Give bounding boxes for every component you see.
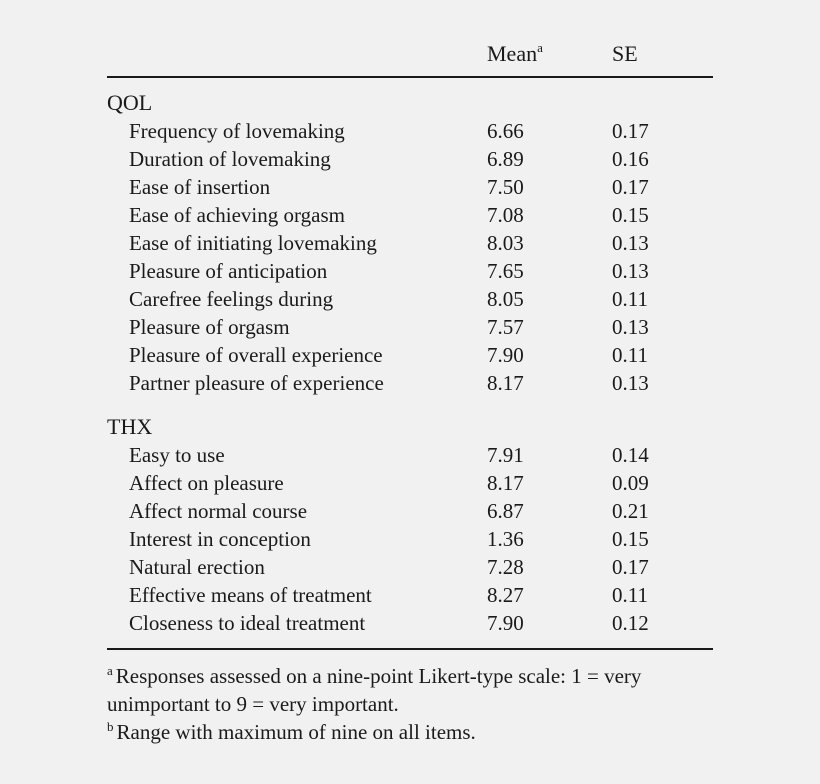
table-row	[107, 313, 713, 341]
row-mean: 8.17	[487, 471, 524, 495]
table-row	[107, 441, 713, 469]
table-row	[107, 497, 713, 525]
header-se: SE	[612, 41, 638, 66]
footnote-a-mark: a	[107, 663, 113, 678]
table-row	[107, 285, 713, 313]
row-label: Easy to use	[129, 443, 225, 467]
group-title-qol: QOL	[107, 90, 153, 115]
table-row	[107, 145, 713, 173]
row-se: 0.13	[612, 315, 649, 339]
row-mean: 7.57	[487, 315, 524, 339]
row-se: 0.17	[612, 119, 649, 143]
footnote-b-line-1	[107, 718, 713, 746]
footnotes	[107, 662, 713, 746]
table-row	[107, 341, 713, 369]
row-mean: 7.90	[487, 611, 524, 635]
top-rule	[107, 76, 713, 78]
table-row	[107, 257, 713, 285]
footnote-a-line-1	[107, 662, 713, 690]
row-label: Closeness to ideal treatment	[129, 611, 366, 635]
row-se: 0.17	[612, 555, 649, 579]
footnote-a-text-1: Responses assessed on a nine-point Likert-type scale: 1 = very	[115, 664, 642, 688]
table-figure	[107, 0, 713, 784]
table-row	[107, 173, 713, 201]
row-mean: 8.05	[487, 287, 524, 311]
table-row	[107, 229, 713, 257]
row-label: Effective means of treatment	[129, 583, 372, 607]
row-se: 0.09	[612, 471, 649, 495]
table-row	[107, 201, 713, 229]
footnote-b-mark: b	[107, 719, 114, 734]
row-se: 0.13	[612, 371, 649, 395]
row-label: Carefree feelings during	[129, 287, 334, 311]
row-se: 0.15	[612, 527, 649, 551]
row-se: 0.12	[612, 611, 649, 635]
bottom-rule	[107, 648, 713, 650]
row-se: 0.13	[612, 259, 649, 283]
footnote-a-line-2: unimportant to 9 = very important.	[107, 692, 399, 716]
row-mean: 6.89	[487, 147, 524, 171]
row-se: 0.16	[612, 147, 649, 171]
row-se: 0.15	[612, 203, 649, 227]
table-row	[107, 609, 713, 637]
row-se: 0.13	[612, 231, 649, 255]
row-se: 0.11	[612, 343, 648, 367]
row-mean: 7.50	[487, 175, 524, 199]
row-label: Affect on pleasure	[129, 471, 284, 495]
row-mean: 6.87	[487, 499, 524, 523]
row-label: Frequency of lovemaking	[129, 119, 345, 143]
row-mean: 7.90	[487, 343, 524, 367]
header-mean-footnote-mark: a	[537, 40, 543, 55]
row-mean: 7.08	[487, 203, 524, 227]
row-mean: 7.65	[487, 259, 524, 283]
row-label: Interest in conception	[129, 527, 311, 551]
row-mean: 6.66	[487, 119, 524, 143]
row-mean: 8.27	[487, 583, 524, 607]
row-label: Pleasure of overall experience	[129, 343, 383, 367]
row-se: 0.11	[612, 287, 648, 311]
row-label: Affect normal course	[129, 499, 308, 523]
header-mean: Mean$^a$	[487, 40, 543, 66]
row-se: 0.17	[612, 175, 649, 199]
row-label: Ease of achieving orgasm	[129, 203, 345, 227]
footnote-b-text-1: Range with maximum of nine on all items.	[116, 720, 476, 744]
group-title-thx: THX	[107, 414, 153, 439]
table-row	[107, 369, 713, 397]
row-label: Pleasure of orgasm	[129, 315, 290, 339]
row-mean: 1.36	[487, 527, 524, 551]
row-label: Ease of initiating lovemaking	[129, 231, 377, 255]
table-header	[107, 38, 713, 70]
row-se: 0.21	[612, 499, 649, 523]
row-label: Partner pleasure of experience	[129, 371, 384, 395]
row-label: Ease of insertion	[129, 175, 271, 199]
row-mean: 8.03	[487, 231, 524, 255]
row-label: Natural erection	[129, 555, 265, 579]
row-label: Pleasure of anticipation	[129, 259, 328, 283]
table-row	[107, 525, 713, 553]
table-row	[107, 469, 713, 497]
table-row	[107, 117, 713, 145]
table-row	[107, 553, 713, 581]
row-se: 0.14	[612, 443, 649, 467]
row-mean: 7.91	[487, 443, 524, 467]
row-mean: 8.17	[487, 371, 524, 395]
row-mean: 7.28	[487, 555, 524, 579]
table-row	[107, 581, 713, 609]
row-se: 0.11	[612, 583, 648, 607]
row-label: Duration of lovemaking	[129, 147, 331, 171]
